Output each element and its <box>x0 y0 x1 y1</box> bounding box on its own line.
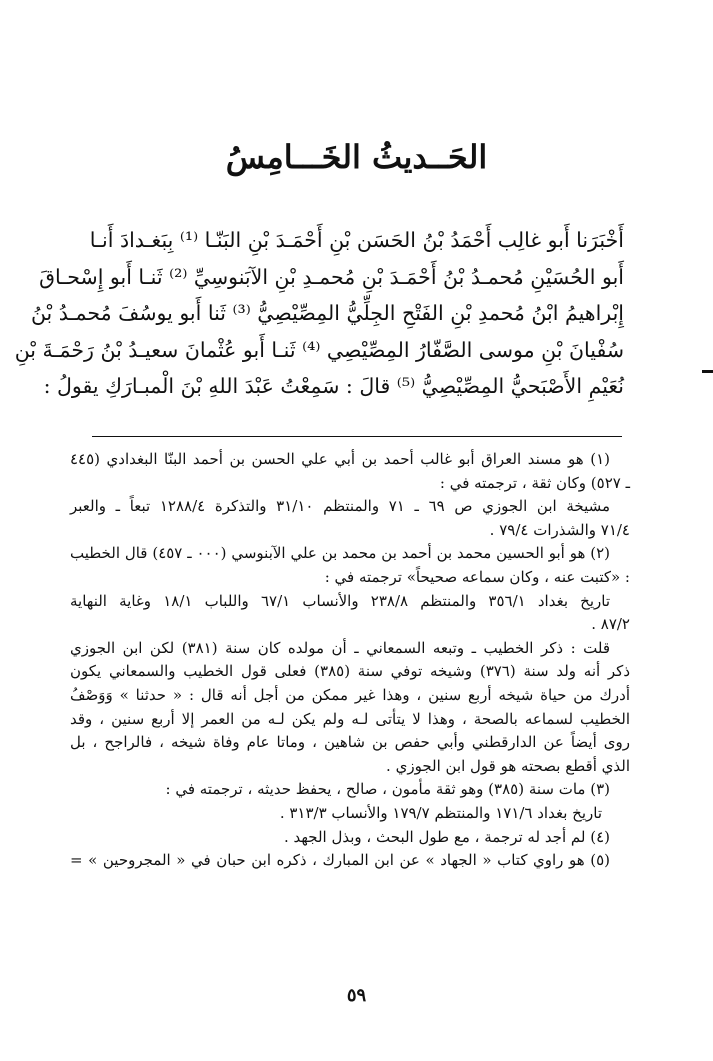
footnotes <box>70 448 630 873</box>
page-number: ٥٩ <box>346 985 367 1006</box>
footnote-line: تاريخ بغداد ٣٥٦/١ والمنتظم ٢٣٨/٨ والأنساب ٦٧/١ واللباب ١٨/١ وغاية النهاية <box>70 591 611 610</box>
footnote-line: الخطيب لسماعه بالصحة ، وهذا لا يتأتى لـه ولم يكن لـه من العمر إلا أربع سنين ، وقد <box>70 709 630 728</box>
footnote-line: الذي أقطع بصحته هو قول ابن الجوزي . <box>386 756 630 775</box>
isnad-line: إِبْراهيمُ ابْنُ مُحمدِ بْنِ الفَتْحِ الجِلِّيُّ المِصِّيْصِيُّ ⁽³⁾ ثَنا أَبو يوسُفَ مُحمـدُ بْنُ <box>30 301 624 325</box>
isnad-line: أَبو الحُسَيْنِ مُحمـدُ بْنُ أَحْمَـدَ بْنِ مُحمـدِ بْنِ الآبَنوسِيِّ ⁽²⁾ ثَنـا أَبو إِسْحـاقَ <box>39 264 624 289</box>
footnote-line: ٧١/٤ والشذرات ٧٩/٤ . <box>489 520 630 539</box>
hadith-isnad-text <box>14 222 624 405</box>
footnote-line: قلت : ذكر الخطيب ـ وتبعه السمعاني ـ أن مولده كان سنة (٣٨١) لكن ابن الجوزي <box>70 638 610 657</box>
isnad-line: نُعَيْمِ الأَصْبَحيُّ المِصِّيْصِيُّ ⁽⁵⁾ قالَ : سَمِعْتُ عَبْدَ اللهِ بْنَ الْمبـارَكِ يقولُ : <box>43 374 624 398</box>
footnote-line: (٢) هو أبو الحسين محمد بن أحمد بن محمد بن علي الآبنوسي (٠٠٠ ـ ٤٥٧) قال الخطيب <box>70 544 610 563</box>
margin-mark <box>702 370 713 373</box>
footnote-line: (١) هو مسند العراق أبو غالب أحمد بن أبي علي الحسن بن أحمد البنّا البغدادي (٤٤٥ <box>70 450 610 468</box>
footnote-line: ٨٧/٢ . <box>591 615 630 634</box>
footnote-line: (٥) هو راوي كتاب « الجهاد » عن ابن المبارك ، ذكره ابن حبان في « المجروحين » = <box>70 851 610 870</box>
footnote-line: مشيخة ابن الجوزي ص ٦٩ ـ ٧١ والمنتظم ٣١/١٠ والتذكرة ١٢٨٨/٤ تبعاً ـ والعبر <box>70 497 611 516</box>
footnote-line: (٣) مات سنة (٣٨٥) وهو ثقة مأمون ، صالح ، يحفظ حديثه ، ترجمته في : <box>165 780 610 799</box>
footnote-line: : «كتبت عنه ، وكان سماعه صحيحاً» ترجمته في : <box>324 567 630 586</box>
footnote-divider <box>92 436 622 437</box>
footnote-line: (٤) لم أجد له ترجمة ، مع طول البحث ، وبذل الجهد . <box>283 827 610 846</box>
isnad-line: أَخْبَرَنا أَبو غالِب أَحْمَدُ بْنُ الحَسَن بْنِ أَحْمَـدَ بْنِ البَنّـا ⁽¹⁾ بِبَغـدادَ أَنـا <box>89 228 624 252</box>
isnad-line: سُفْيانَ بْنِ موسى الصَّفّارُ المِصِّيْصِي ⁽⁴⁾ ثَنـا أَبو عُثْمانَ سعيـدُ بْنُ رَحْمَـةَ بْنِ <box>14 337 624 362</box>
footnote-line: أدرك من حياة شيخه أربع سنين ، وهذا غير ممكن من أجل أنه قال : « حدثنا » وَوَصْفُ <box>70 685 630 704</box>
footnote-line: تاريخ بغداد ١٧١/٦ والمنتظم ١٧٩/٧ والأنساب ٣١٣/٣ . <box>279 803 602 822</box>
footnote-line: ـ ٥٢٧) وكان ثقة ، ترجمته في : <box>439 473 630 492</box>
footnote-line: ذكر أنه ولد سنة (٣٧٦) وشيخه توفي سنة (٣٨٥) فعلى قول الخطيب والسمعاني يكون <box>70 662 631 681</box>
footnote-line: روى أيضاً عن الدارقطني وأبي حفص بن شاهين ، وماتا عام وفاة شيخه ، فالراجح ، بل <box>70 733 630 752</box>
hadith-title: الحَــديثُ الخَـــامِسُ <box>225 138 488 176</box>
